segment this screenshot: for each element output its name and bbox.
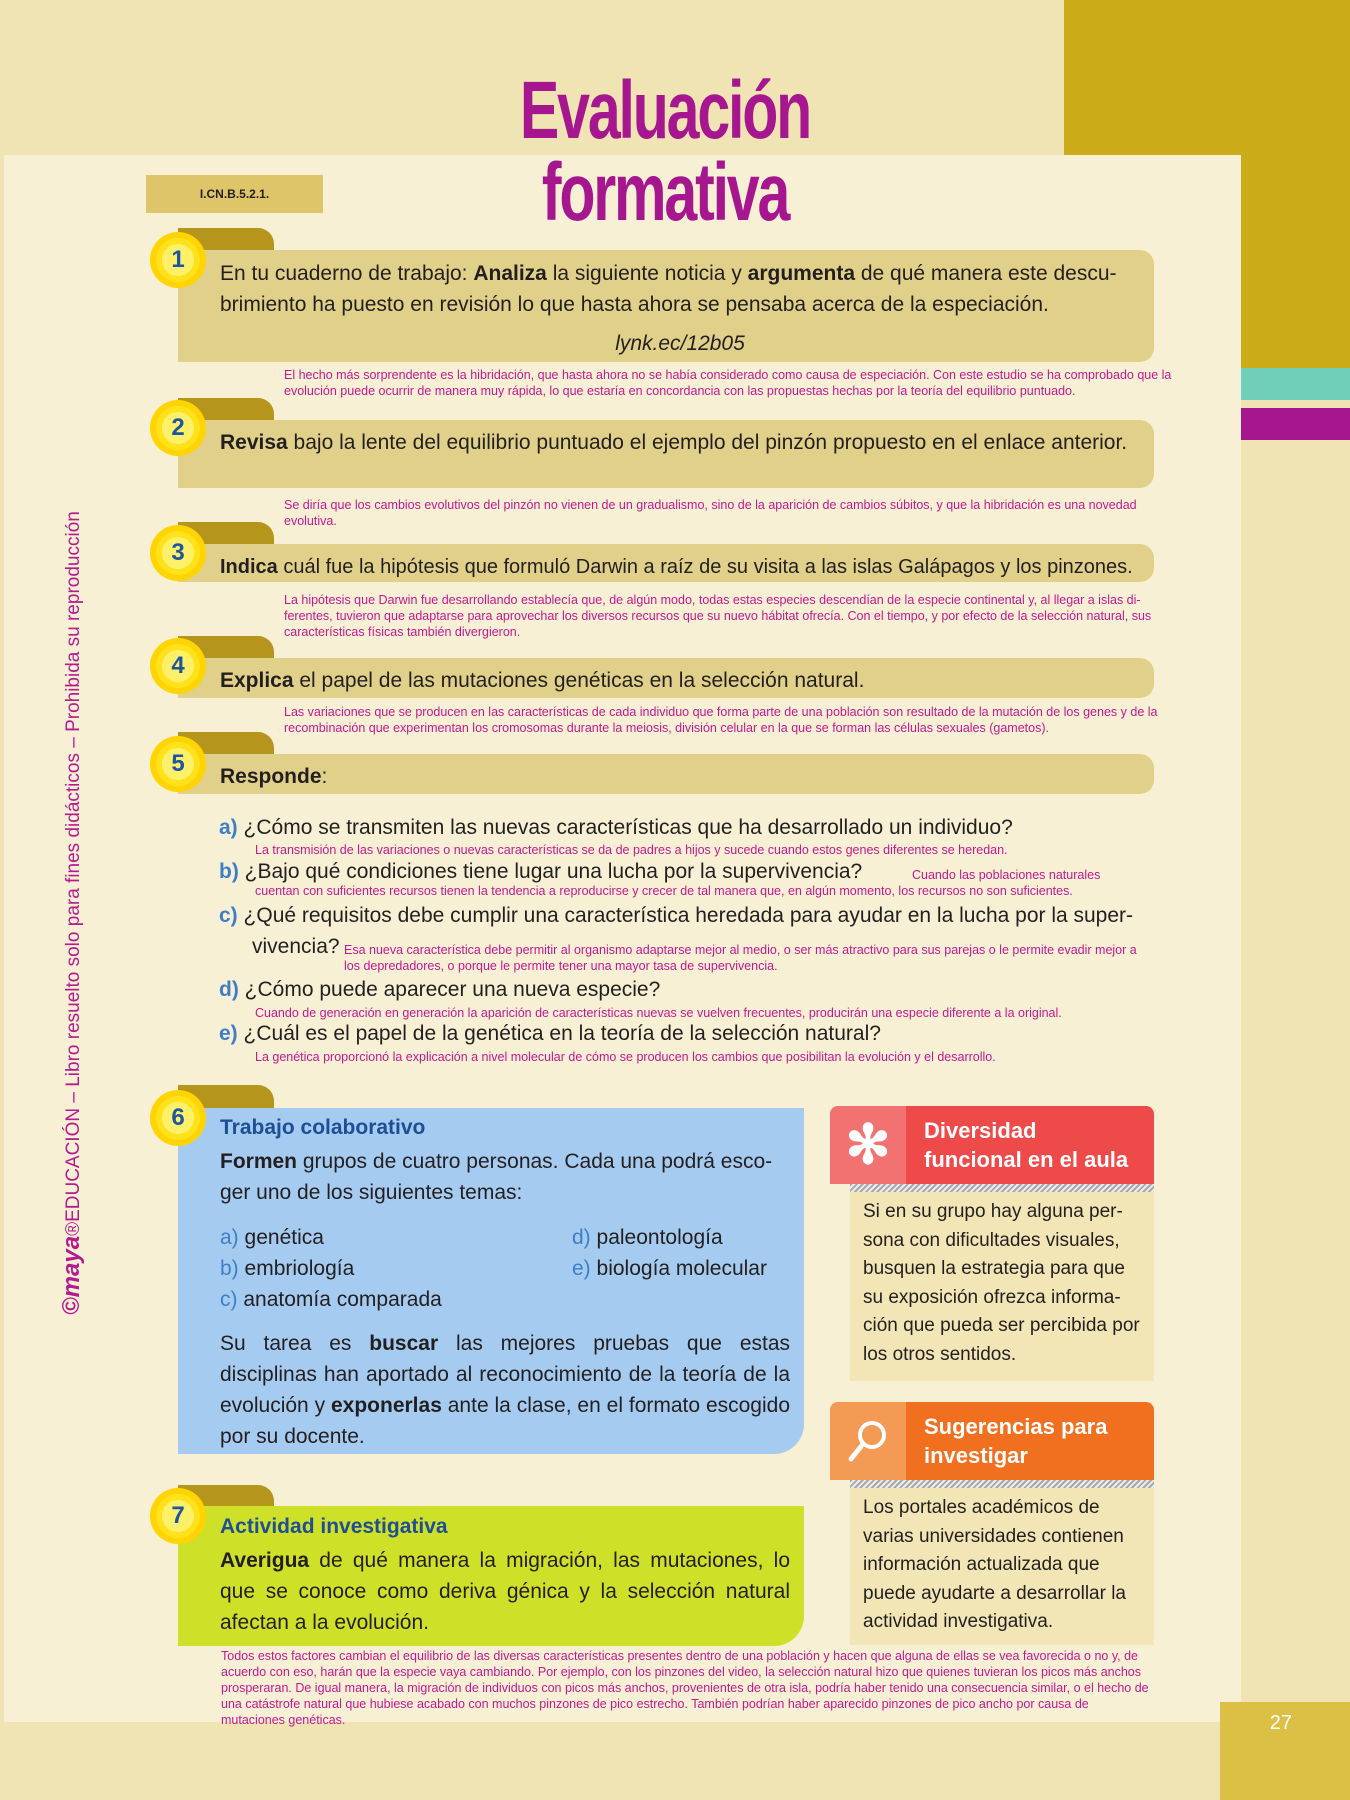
- q1-link[interactable]: lynk.ec/12b05: [615, 332, 745, 355]
- q6-topic-b-letter: b): [220, 1257, 239, 1280]
- q6-task: [220, 1328, 790, 1452]
- diversity-body: Si en su grupo hay alguna per-sona con dificultades visuales, busquen la estrategia para que su exposición ofrezca informa-ción que pueda ser percibida por los otros sentidos.: [850, 1192, 1154, 1381]
- q1-question: [220, 258, 1140, 320]
- diversity-box: [830, 1106, 1154, 1381]
- q7-answer: Todos estos factores cambian el equilibrio de las diversas características presentes dentro de una población y hacen que alguna de ellas se vea favorecida o no y, de acuerdo con eso, harán que la especie vaya cambiando. Por ejemplo, con los pinzones del video, la selección natural hizo que quienes tuvieran los picos más anchos prosperaran. De igual manera, la migración de individuos con picos más anchos, provenientes de otra isla, podría haber tenido una consecuencia similar, o el hecho de una catástrofe natural que hubiese acabado con muchos pinzones de pico estrecho. También podrían haber aparecido pinzones de pico ancho por causa de mutaciones genéticas.: [221, 1649, 1149, 1727]
- q7-verb: Averigua: [220, 1549, 310, 1572]
- magenta-tab: [1240, 408, 1350, 440]
- q3-question: [220, 552, 1160, 583]
- q6-topics-col2: [572, 1222, 802, 1284]
- q6-topic-c-letter: c): [220, 1288, 238, 1311]
- q5-answer-b-part2: cuentan con suficientes recursos tienen la tendencia a reproducirse y crecer de tal manera que, en algún momento, los recursos no son suficientes.: [255, 884, 1073, 898]
- q6-topic-b-label: embriología: [244, 1257, 355, 1280]
- q6-task-text-1: Su tarea es: [220, 1332, 370, 1355]
- q2-answer: Se diría que los cambios evolutivos del pinzón no vienen de un gradualismo, sino de la aparición de cambios súbitos, y que la hibridación es una novedad evolutiva.: [284, 498, 1137, 528]
- q1-verb-1: Analiza: [473, 262, 547, 285]
- diversity-title-line1: Diversidad: [924, 1118, 1037, 1143]
- q6-topic-e-letter: e): [572, 1257, 591, 1280]
- q2-number-icon: 2: [150, 400, 206, 456]
- q6-task-verb-2: exponerlas: [330, 1394, 442, 1417]
- q6-verb: Formen: [220, 1150, 298, 1173]
- q1-number-icon: 1: [150, 232, 206, 288]
- q4-question: [220, 665, 1140, 696]
- q1-text-1: En tu cuaderno de trabajo:: [220, 262, 474, 285]
- q6-topic-d: [572, 1222, 802, 1253]
- q5-answer-c: Esa nueva característica debe permitir al organismo adaptarse mejor al medio, o ser más atractivo para sus parejas o le permite evadir mejor a los depredadores, o porque le permite tener una mayor tasa de supervivencia.: [344, 943, 1137, 973]
- q7-question: [220, 1545, 790, 1638]
- teal-tab: [1240, 368, 1350, 400]
- q5-question-c-line1: ¿Qué requisitos debe cumplir una característica heredada para ayudar en la lucha por la super-: [243, 904, 1134, 927]
- diversity-title-line2: funcional en el aula: [924, 1147, 1129, 1172]
- q5-item-e: [219, 1020, 1159, 1048]
- q6-task-text-3: ante la clase, en el formato escogido por su docente.: [220, 1394, 791, 1448]
- research-box-header: [830, 1402, 1154, 1480]
- q6-task-verb-1: buscar: [369, 1332, 439, 1355]
- q6-topic-e-label: biología molecular: [596, 1257, 767, 1280]
- q3-number-icon: 3: [150, 525, 206, 581]
- q2-verb: Revisa: [220, 431, 288, 454]
- q5-question-a: ¿Cómo se transmiten las nuevas características que ha desarrollado un individuo?: [243, 816, 1013, 839]
- q5-question: [220, 761, 1140, 792]
- magnifier-icon: [830, 1402, 906, 1480]
- q1-verb-2: argumenta: [747, 262, 856, 285]
- brand-logo: ©maya: [58, 1235, 85, 1315]
- q3-answer: La hipótesis que Darwin fue desarrollando establecía que, de algún modo, todas estas especies descendían de la especie continental y, al llegar a islas di-ferentes, tuvieron que adaptarse para aprovechar los diversos recursos que su nuevo hábitat ofrecía. Con el tiempo, y por efecto de la selección natural, sus características físicas también divergieron.: [284, 593, 1152, 639]
- q6-task-text-2: las mejores pruebas que estas disciplinas han aportado al reconocimiento de la teoría de la evolución y: [220, 1332, 791, 1417]
- q6-question: [220, 1146, 790, 1208]
- q1-answer: El hecho más sorprendente es la hibridación, que hasta ahora no se había considerado como causa de especiación. Con este estudio se ha comprobado que la evolución puede ocurrir de manera muy rápida, lo que estaría en concordancia con las propuestas hechas por la teoría del equilibrio puntuado.: [284, 368, 1172, 398]
- q5-item-d: [219, 976, 1159, 1004]
- q6-topics-col1: [220, 1222, 550, 1315]
- q4-number-icon: 4: [150, 638, 206, 694]
- research-hatch: [850, 1480, 1154, 1488]
- q6-topic-d-letter: d): [572, 1226, 591, 1249]
- q5-answer-a: La transmisión de las variaciones o nuevas características se da de padres a hijos y sucede cuando estos genes diferentes se heredan.: [255, 843, 1008, 857]
- q1-text-3: de qué manera este descu-brimiento ha puesto en revisión lo que hasta ahora se pensaba acerca de la especiación.: [220, 262, 1117, 316]
- q6-title: Trabajo colaborativo: [220, 1116, 426, 1139]
- diversity-box-title: [906, 1116, 1128, 1174]
- q5-number-icon: 5: [150, 736, 206, 792]
- q5-question-e: ¿Cuál es el papel de la genética en la teoría de la selección natural?: [243, 1022, 881, 1045]
- q6-topic-d-label: paleontología: [596, 1226, 723, 1249]
- q6-number-icon: 6: [150, 1090, 206, 1146]
- q6-topic-a-letter: a): [220, 1226, 239, 1249]
- q6-topic-e: [572, 1253, 802, 1284]
- q1-text-2: la siguiente noticia y: [546, 262, 748, 285]
- q5-letter-b: b): [219, 860, 239, 883]
- q6-topic-c: [220, 1284, 550, 1315]
- q2-question: [220, 427, 1138, 458]
- q3-verb: Indica: [220, 556, 278, 578]
- q5-answer-d: Cuando de generación en generación la aparición de características nuevas se vuelven frecuentes, producirán una especie diferente a la original.: [255, 1006, 1062, 1020]
- q5-question-d: ¿Cómo puede aparecer una nueva especie?: [244, 978, 661, 1001]
- q5-text: :: [321, 765, 328, 788]
- diversity-hatch: [850, 1184, 1154, 1192]
- q6-topic-a-label: genética: [244, 1226, 324, 1249]
- q5-answer-e: La genética proporcionó la explicación a nivel molecular de cómo se producen los cambios que posibilitan la evolución y el desarrollo.: [255, 1050, 996, 1064]
- copyright-sidebar: [58, 495, 86, 1315]
- copyright-text: ®EDUCACIÓN – Libro resuelto solo para fines didácticos – Prohibida su reproducción: [63, 511, 84, 1236]
- q2-text: bajo la lente del equilibrio puntuado el ejemplo del pinzón propuesto en el enlace anterior.: [287, 431, 1128, 454]
- asterisk-icon: ✻: [830, 1106, 906, 1184]
- q4-text: el papel de las mutaciones genéticas en la selección natural.: [293, 669, 865, 692]
- indicator-code-badge: I.CN.B.5.2.1.: [146, 175, 323, 213]
- q5-letter-e: e): [219, 1022, 238, 1045]
- q5-answer-b-part1: Cuando las poblaciones naturales: [912, 868, 1101, 882]
- q7-title: Actividad investigativa: [220, 1515, 448, 1538]
- q4-answer: Las variaciones que se producen en las características de cada individuo que forma parte de una población son resultado de la mutación de los genes y de la recombinación que experimentan los cromosomas durante la meiosis, división celular en la que se forman las células sexuales (gametos).: [284, 705, 1158, 735]
- q5-letter-c: c): [219, 904, 238, 927]
- q5-letter-d: d): [219, 978, 239, 1001]
- q6-topic-c-label: anatomía comparada: [243, 1288, 442, 1311]
- research-box: [830, 1402, 1154, 1645]
- page-number: 27: [1269, 1712, 1292, 1734]
- research-title-line2: investigar: [924, 1443, 1028, 1468]
- q5-question-c-line2: vivencia?: [252, 935, 340, 958]
- q5-item-a: [219, 814, 1159, 842]
- q5-item-c: [219, 902, 1159, 930]
- q5-question-b: ¿Bajo qué condiciones tiene lugar una lucha por la supervivencia?: [244, 860, 863, 883]
- page-title: Evaluación formativa: [519, 65, 811, 238]
- q5-letter-a: a): [219, 816, 238, 839]
- diversity-box-header: [830, 1106, 1154, 1184]
- research-title-line1: Sugerencias para: [924, 1414, 1108, 1439]
- q3-text: cuál fue la hipótesis que formuló Darwin a raíz de su visita a las islas Galápagos y los pinzones.: [277, 556, 1133, 578]
- q7-text: de qué manera la migración, las mutaciones, lo que se conoce como deriva génica y la selección natural afectan a la evolución.: [220, 1549, 790, 1634]
- research-box-title: [906, 1412, 1107, 1470]
- q6-topic-b: [220, 1253, 550, 1284]
- research-body: Los portales académicos de varias universidades contienen información actualizada que puede ayudarte a desarrollar la actividad investigativa.: [850, 1488, 1154, 1645]
- q4-verb: Explica: [220, 669, 294, 692]
- q6-topic-a: [220, 1222, 550, 1253]
- q6-text: grupos de cuatro personas. Cada una podrá esco-ger uno de los siguientes temas:: [220, 1150, 773, 1204]
- q7-number-icon: 7: [150, 1488, 206, 1544]
- q5-verb: Responde: [220, 765, 322, 788]
